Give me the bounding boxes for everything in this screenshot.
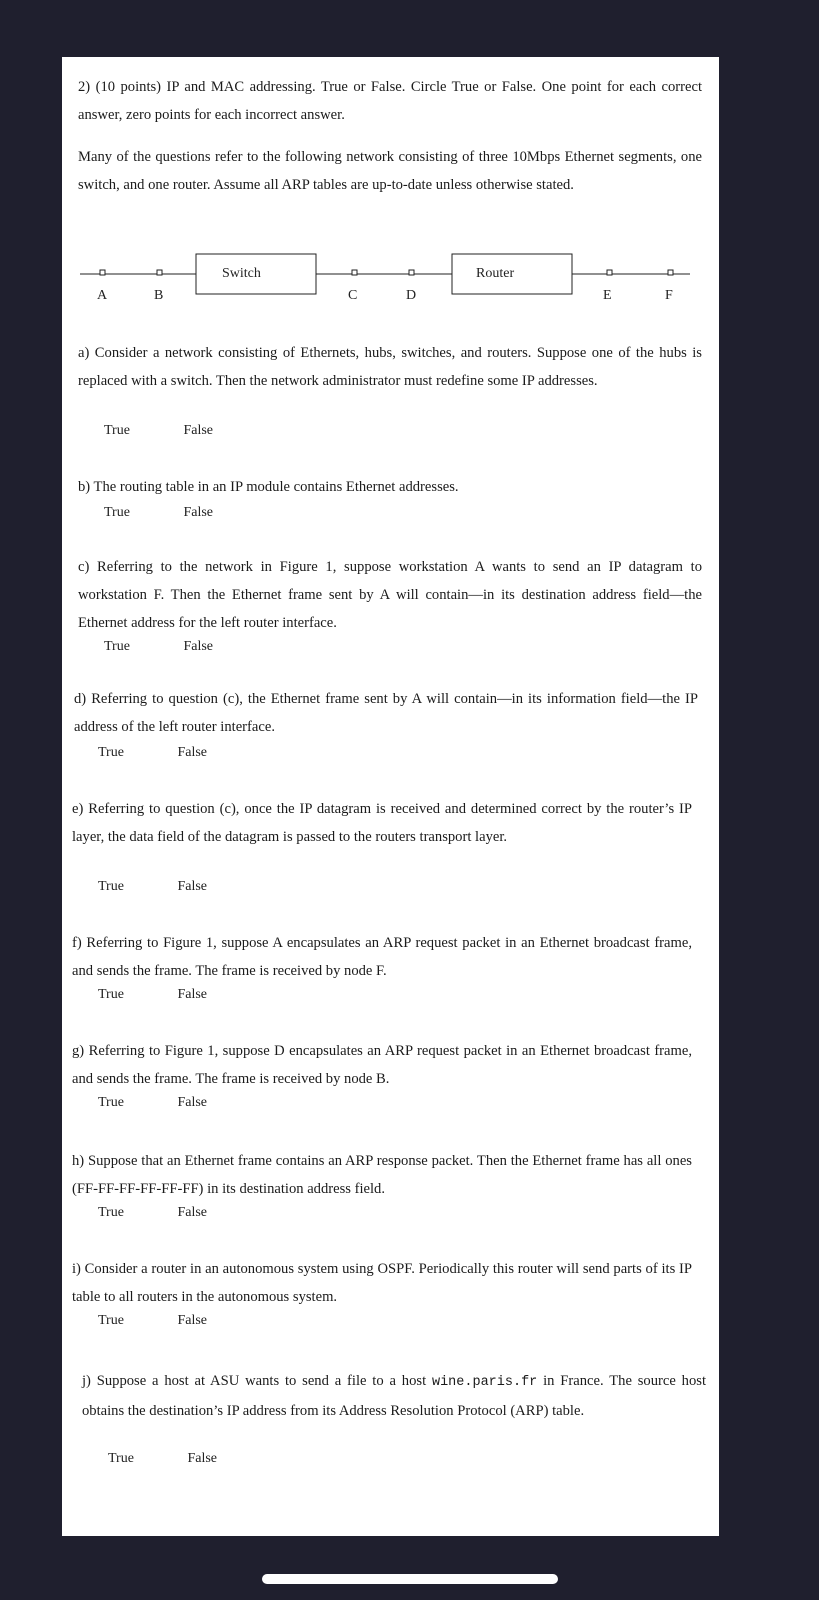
answer-options-f (98, 987, 207, 1003)
question-a: a) Consider a network consisting of Ethernets, hubs, switches, and routers. Suppose one of the hubs is replaced with a switch. Then the network administrator must redefine some IP addresses. (78, 345, 702, 389)
question-h: h) Suppose that an Ethernet frame contains an ARP response packet. Then the Ethernet frame has all ones (FF-FF-FF-FF-FF-FF) in its destination address field. (72, 1153, 692, 1197)
option-true[interactable]: True (98, 987, 124, 1002)
exam-page (62, 57, 719, 1536)
option-false[interactable]: False (183, 639, 213, 654)
option-true[interactable]: True (98, 1205, 124, 1220)
node-d-tap (409, 270, 414, 275)
option-false[interactable]: False (183, 505, 213, 520)
option-false[interactable]: False (177, 879, 207, 894)
option-false[interactable]: False (177, 987, 207, 1002)
question-j-text-end: in France. The source host obtains the destination’s IP address from its Address Resolution Protocol (ARP) table. (82, 1373, 706, 1419)
option-false[interactable]: False (177, 745, 207, 760)
network-context: Many of the questions refer to the following network consisting of three 10Mbps Ethernet segments, one switch, and one router. Assume all ARP tables are up-to-date unless otherwise stated. (78, 149, 702, 193)
question-j-hostname: wine.paris.fr (431, 1375, 538, 1390)
node-c-tap (352, 270, 357, 275)
option-false[interactable]: False (183, 423, 213, 438)
answer-options-c (104, 639, 213, 655)
option-true[interactable]: True (104, 639, 130, 654)
question-b: b) The routing table in an IP module contains Ethernet addresses. (78, 479, 459, 495)
question-i: i) Consider a router in an autonomous system using OSPF. Periodically this router will send parts of its IP table to all routers in the autonomous system. (72, 1261, 692, 1305)
node-c-label: C (348, 288, 358, 303)
node-f-tap (668, 270, 673, 275)
node-e-tap (607, 270, 612, 275)
node-f-label: F (665, 288, 673, 303)
node-a-tap (100, 270, 105, 275)
switch-label: Switch (222, 266, 261, 281)
answer-options-b (104, 505, 213, 521)
node-e-label: E (603, 288, 612, 303)
answer-options-e (98, 879, 207, 895)
answer-options-h (98, 1205, 207, 1221)
option-true[interactable]: True (108, 1451, 134, 1466)
node-b-tap (157, 270, 162, 275)
option-true[interactable]: True (104, 505, 130, 520)
question-c: c) Referring to the network in Figure 1, suppose workstation A wants to send an IP datagram to workstation F. Then the Ethernet frame sent by A will contain—in its destination address field—the Ethernet address for the left router interface. (78, 559, 702, 631)
option-false[interactable]: False (177, 1313, 207, 1328)
question-heading: 2) (10 points) IP and MAC addressing. True or False. Circle True or False. One point for each correct answer, zero points for each incorrect answer. (78, 79, 702, 123)
answer-options-j (108, 1451, 217, 1467)
network-diagram-svg (62, 57, 719, 317)
option-false[interactable]: False (187, 1451, 217, 1466)
answer-options-a (104, 423, 213, 439)
option-false[interactable]: False (177, 1095, 207, 1110)
option-true[interactable]: True (98, 1313, 124, 1328)
router-label: Router (476, 266, 515, 281)
question-e: e) Referring to question (c), once the IP datagram is received and determined correct by the router’s IP layer, the data field of the datagram is passed to the routers transport layer. (72, 801, 692, 845)
question-g: g) Referring to Figure 1, suppose D encapsulates an ARP request packet in an Ethernet broadcast frame, and sends the frame. The frame is received by node B. (72, 1043, 692, 1087)
answer-options-g (98, 1095, 207, 1111)
node-a-label: A (97, 288, 108, 303)
option-true[interactable]: True (104, 423, 130, 438)
question-d: d) Referring to question (c), the Ethernet frame sent by A will contain—in its information field—the IP address of the left router interface. (74, 691, 698, 735)
question-f: f) Referring to Figure 1, suppose A encapsulates an ARP request packet in an Ethernet broadcast frame, and sends the frame. The frame is received by node F. (72, 935, 692, 979)
option-true[interactable]: True (98, 1095, 124, 1110)
option-true[interactable]: True (98, 879, 124, 894)
home-indicator[interactable] (262, 1574, 558, 1584)
node-d-label: D (406, 288, 417, 303)
node-b-label: B (154, 288, 164, 303)
option-true[interactable]: True (98, 745, 124, 760)
answer-options-d (98, 745, 207, 761)
answer-options-i (98, 1313, 207, 1329)
option-false[interactable]: False (177, 1205, 207, 1220)
question-j-text-start: j) Suppose a host at ASU wants to send a file to a host (82, 1373, 432, 1389)
question-j (82, 1367, 706, 1425)
